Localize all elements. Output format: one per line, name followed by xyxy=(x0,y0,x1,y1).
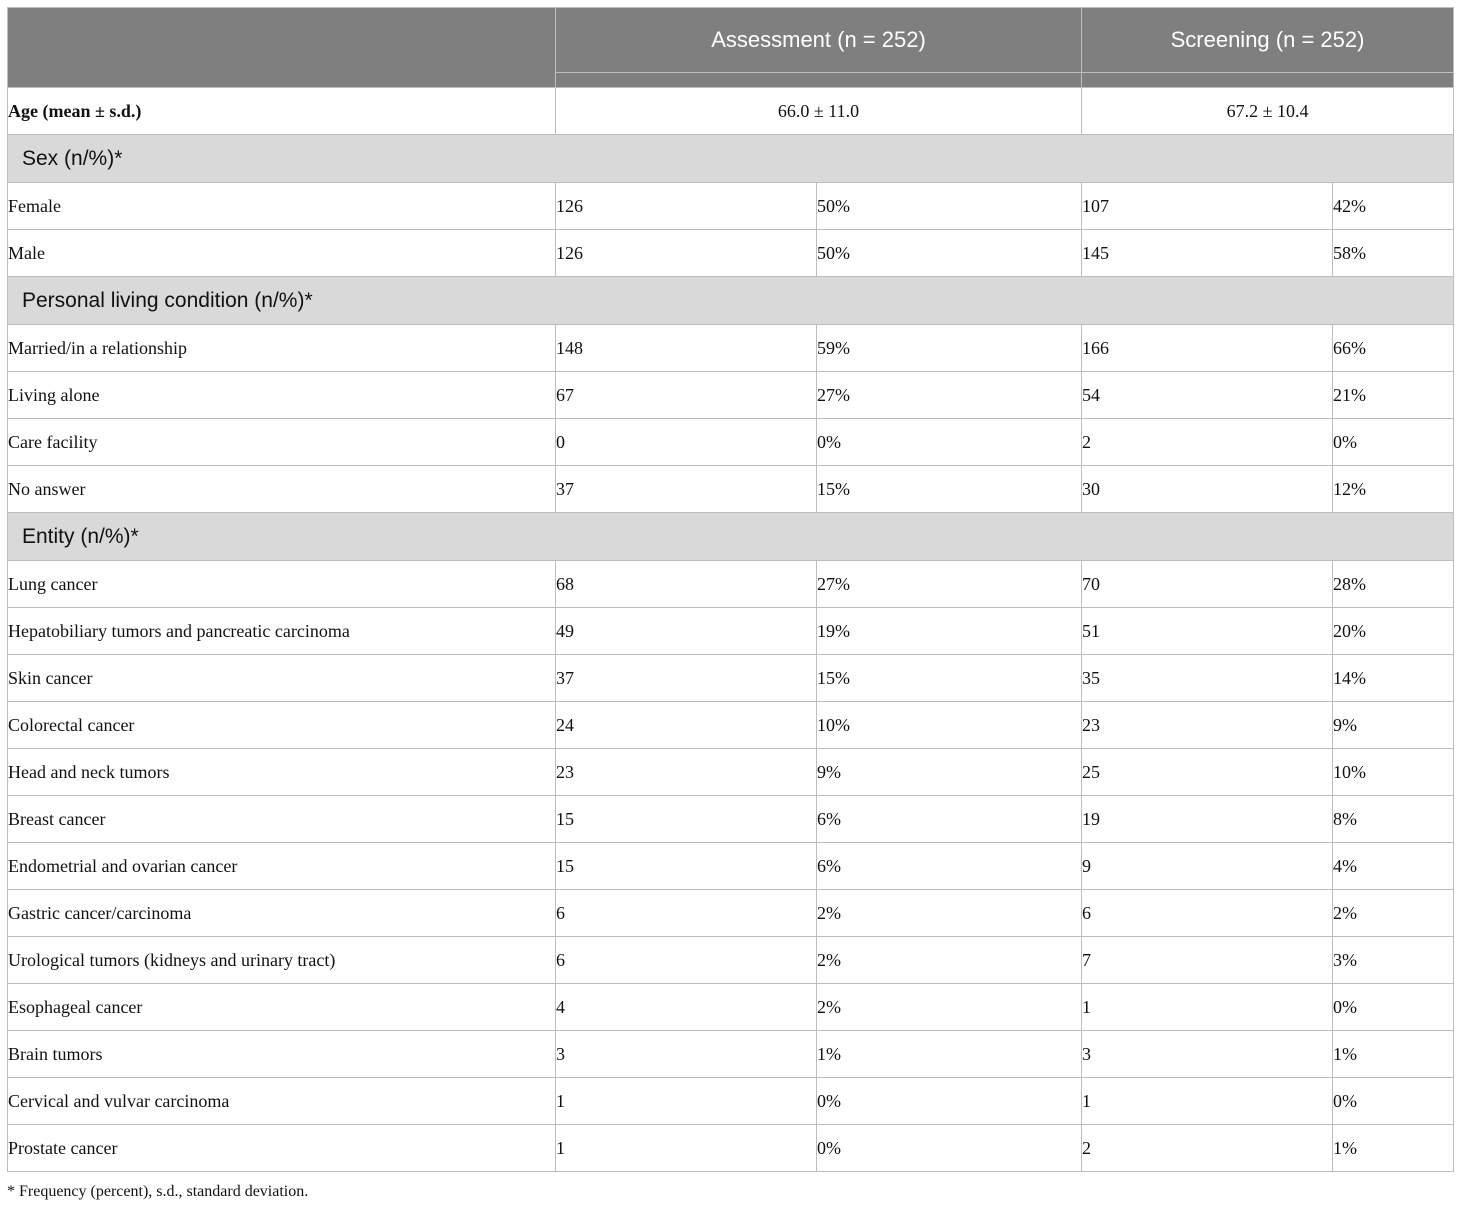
table-row xyxy=(8,608,1454,655)
screening-percent: 3% xyxy=(1333,937,1454,984)
screening-count: 70 xyxy=(1082,561,1333,608)
screening-percent: 1% xyxy=(1333,1031,1454,1078)
screening-count: 2 xyxy=(1082,1125,1333,1172)
row-label: Endometrial and ovarian cancer xyxy=(8,843,556,890)
assessment-percent: 6% xyxy=(817,796,1082,843)
screening-count: 3 xyxy=(1082,1031,1333,1078)
row-label: Colorectal cancer xyxy=(8,702,556,749)
screening-count: 54 xyxy=(1082,372,1333,419)
screening-percent: 1% xyxy=(1333,1125,1454,1172)
assessment-percent: 27% xyxy=(817,372,1082,419)
assessment-percent: 15% xyxy=(817,655,1082,702)
assessment-count: 67 xyxy=(556,372,817,419)
assessment-percent: 2% xyxy=(817,937,1082,984)
row-label: Cervical and vulvar carcinoma xyxy=(8,1078,556,1125)
screening-count: 51 xyxy=(1082,608,1333,655)
assessment-percent: 27% xyxy=(817,561,1082,608)
assessment-percent: 2% xyxy=(817,984,1082,1031)
assessment-count: 37 xyxy=(556,655,817,702)
table-row xyxy=(8,372,1454,419)
assessment-count: 6 xyxy=(556,890,817,937)
assessment-count: 126 xyxy=(556,183,817,230)
assessment-count: 37 xyxy=(556,466,817,513)
assessment-count: 15 xyxy=(556,796,817,843)
header-assessment: Assessment (n = 252) xyxy=(556,8,1082,73)
assessment-percent: 0% xyxy=(817,419,1082,466)
screening-count: 2 xyxy=(1082,419,1333,466)
header-screening: Screening (n = 252) xyxy=(1082,8,1454,73)
assessment-count: 6 xyxy=(556,937,817,984)
screening-percent: 4% xyxy=(1333,843,1454,890)
assessment-percent: 10% xyxy=(817,702,1082,749)
row-label: Brain tumors xyxy=(8,1031,556,1078)
header-row xyxy=(8,8,1454,73)
table-row xyxy=(8,937,1454,984)
row-label: Prostate cancer xyxy=(8,1125,556,1172)
assessment-percent: 9% xyxy=(817,749,1082,796)
screening-percent: 28% xyxy=(1333,561,1454,608)
screening-percent: 20% xyxy=(1333,608,1454,655)
screening-count: 7 xyxy=(1082,937,1333,984)
assessment-count: 126 xyxy=(556,230,817,277)
screening-percent: 0% xyxy=(1333,984,1454,1031)
section-title: Personal living condition (n/%)* xyxy=(8,277,1454,325)
row-label: Skin cancer xyxy=(8,655,556,702)
row-label: Male xyxy=(8,230,556,277)
table-row xyxy=(8,419,1454,466)
section-title: Entity (n/%)* xyxy=(8,513,1454,561)
assessment-count: 24 xyxy=(556,702,817,749)
row-label: Gastric cancer/carcinoma xyxy=(8,890,556,937)
screening-count: 23 xyxy=(1082,702,1333,749)
age-screening: 67.2 ± 10.4 xyxy=(1082,88,1454,135)
screening-count: 25 xyxy=(1082,749,1333,796)
table-row xyxy=(8,702,1454,749)
age-row xyxy=(8,88,1454,135)
row-label: Married/in a relationship xyxy=(8,325,556,372)
table-row xyxy=(8,466,1454,513)
assessment-count: 23 xyxy=(556,749,817,796)
assessment-count: 0 xyxy=(556,419,817,466)
assessment-percent: 2% xyxy=(817,890,1082,937)
assessment-percent: 15% xyxy=(817,466,1082,513)
screening-count: 35 xyxy=(1082,655,1333,702)
assessment-count: 4 xyxy=(556,984,817,1031)
screening-percent: 2% xyxy=(1333,890,1454,937)
header-empty-cell xyxy=(8,8,556,88)
assessment-percent: 50% xyxy=(817,230,1082,277)
table-row xyxy=(8,1125,1454,1172)
screening-count: 30 xyxy=(1082,466,1333,513)
assessment-count: 68 xyxy=(556,561,817,608)
screening-count: 1 xyxy=(1082,1078,1333,1125)
screening-percent: 14% xyxy=(1333,655,1454,702)
screening-count: 6 xyxy=(1082,890,1333,937)
screening-percent: 12% xyxy=(1333,466,1454,513)
screening-count: 19 xyxy=(1082,796,1333,843)
section-header-row xyxy=(8,135,1454,183)
header-assessment-sub xyxy=(556,73,1082,88)
screening-percent: 42% xyxy=(1333,183,1454,230)
table-row xyxy=(8,984,1454,1031)
screening-count: 1 xyxy=(1082,984,1333,1031)
table-row xyxy=(8,749,1454,796)
screening-percent: 66% xyxy=(1333,325,1454,372)
table-row xyxy=(8,1031,1454,1078)
assessment-count: 15 xyxy=(556,843,817,890)
screening-count: 9 xyxy=(1082,843,1333,890)
age-label: Age (mean ± s.d.) xyxy=(8,88,556,135)
row-label: Living alone xyxy=(8,372,556,419)
table-row xyxy=(8,230,1454,277)
table-row xyxy=(8,183,1454,230)
table-row xyxy=(8,561,1454,608)
row-label: Head and neck tumors xyxy=(8,749,556,796)
demographics-table xyxy=(7,7,1454,1172)
assessment-percent: 6% xyxy=(817,843,1082,890)
assessment-percent: 1% xyxy=(817,1031,1082,1078)
section-header-row xyxy=(8,513,1454,561)
assessment-percent: 0% xyxy=(817,1125,1082,1172)
screening-percent: 8% xyxy=(1333,796,1454,843)
row-label: Lung cancer xyxy=(8,561,556,608)
age-assessment: 66.0 ± 11.0 xyxy=(556,88,1082,135)
table-row xyxy=(8,843,1454,890)
row-label: Esophageal cancer xyxy=(8,984,556,1031)
row-label: Care facility xyxy=(8,419,556,466)
header-screening-sub xyxy=(1082,73,1454,88)
assessment-count: 1 xyxy=(556,1125,817,1172)
screening-percent: 21% xyxy=(1333,372,1454,419)
section-title: Sex (n/%)* xyxy=(8,135,1454,183)
assessment-percent: 50% xyxy=(817,183,1082,230)
screening-count: 166 xyxy=(1082,325,1333,372)
row-label: Urological tumors (kidneys and urinary tract) xyxy=(8,937,556,984)
row-label: Hepatobiliary tumors and pancreatic carcinoma xyxy=(8,608,556,655)
assessment-count: 1 xyxy=(556,1078,817,1125)
assessment-count: 3 xyxy=(556,1031,817,1078)
row-label: Female xyxy=(8,183,556,230)
row-label: Breast cancer xyxy=(8,796,556,843)
table-row xyxy=(8,796,1454,843)
table-row xyxy=(8,655,1454,702)
assessment-count: 49 xyxy=(556,608,817,655)
assessment-count: 148 xyxy=(556,325,817,372)
footnote: * Frequency (percent), s.d., standard deviation. xyxy=(7,1183,309,1200)
table-row xyxy=(8,325,1454,372)
table-row xyxy=(8,890,1454,937)
screening-percent: 58% xyxy=(1333,230,1454,277)
assessment-percent: 19% xyxy=(817,608,1082,655)
screening-percent: 0% xyxy=(1333,1078,1454,1125)
assessment-percent: 0% xyxy=(817,1078,1082,1125)
table-row xyxy=(8,1078,1454,1125)
screening-percent: 10% xyxy=(1333,749,1454,796)
screening-percent: 0% xyxy=(1333,419,1454,466)
section-header-row xyxy=(8,277,1454,325)
screening-count: 107 xyxy=(1082,183,1333,230)
row-label: No answer xyxy=(8,466,556,513)
screening-percent: 9% xyxy=(1333,702,1454,749)
assessment-percent: 59% xyxy=(817,325,1082,372)
screening-count: 145 xyxy=(1082,230,1333,277)
